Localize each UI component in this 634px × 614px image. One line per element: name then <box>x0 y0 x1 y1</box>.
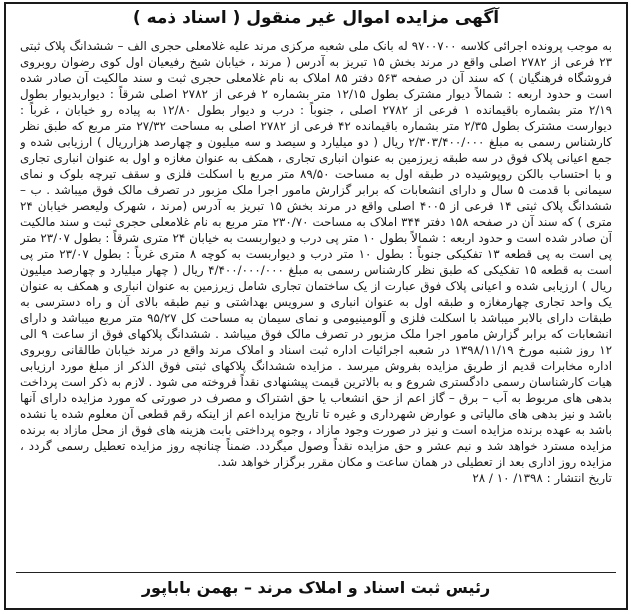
publish-date: تاریخ انتشار : ۱۳۹۸/ ۱۰ / ۲۸ <box>472 471 612 485</box>
signature-divider <box>16 572 616 573</box>
signature-line: رئیس ثبت اسناد و املاک مرند – بهمن باباپور <box>141 578 491 597</box>
notice-title: آگهی مزایده اموال غیر منقول ( اسناد ذمه ) <box>132 8 500 28</box>
notice-body <box>20 38 612 562</box>
notice-frame <box>4 2 628 610</box>
notice-body-paragraph: به موجب پرونده اجرائی کلاسه ۹۷۰۰۷۰۰ له بانک ملی شعبه مرکزی مرند علیه غلامعلی حجری الف – ششدانگ پلاک ثبتی ۲۳ فرعی از ۲۷۸۲ اصلی واقع در مرند بخش ۱۵ تبریز به آدرس ( مرند ، خیابان شیخ رفیعیان اول کوی رضوان روبروی فروشگاه فرهنگیان ) که سند آن در صفحه ۵۶۳ دفتر ۸۵ املاک به نام غلامعلی حجری ثبت و سند مالکیت آن صادر شده است و حدود اربعه : شمالاً دیوار مشترک بطول ۱۲/۱۵ متر بشماره ۲ فرعی از ۲۷۸۲ اصلی شرقاً : دیواربدیوار بطول ۲/۱۹ متر بشماره باقیمانده ۱ فرعی از ۲۷۸۲ اصلی ، جنوباً : درب و دیوار بطول ۱۲/۸۰ به پیاده رو خیابان ، غرباً : دیوارست مشترک بطول ۲/۳۵ متر بشماره باقیمانده ۴۲ فرعی از ۲۷۸۲ اصلی به مساحت ۲۷/۳۲ متر مربع که طبق نظر کارشناس رسمی به مبلغ ۲/۳۰۳/۴۰۰/۰۰۰ ریال ( دو میلیارد و سیصد و سه میلیون و چهارصد هزارریال ) ارزیابی شده و جمع اعیانی پلاک فوق در سه طبقه زیرزمین به عنوان انباری تجاری ، همکف به عنوان مغازه و اول به عنوان انباری تجاری و با احتساب بالکن روپوشیده در طبقه اول به مساحت ۸۹/۵۰ متر مربع با اسکلت فلزی و سقف تیرچه بلوک و نمای سیمانی با قدمت ۵ سال و دارای انشعابات که برابر گزارش مامور اجرا ملک مزبور در تصرف مالک فوق میباشد . ب – ششدانگ پلاک ثبتی ۱۴ فرعی از ۴۰۰۵ اصلی واقع در مرند بخش ۱۵ تبریز به آدرس (مرند ، شهرک ولیعصر خیابان ۲۴ متری ) که سند آن در صفحه ۱۵۸ دفتر ۳۴۴ املاک به مساحت ۲۳۰/۷۰ متر مربع به نام غلامعلی حجری ثبت و سند مالکیت آن صادر شده است و حدود اربعه : شمالاً بطول ۱۰ متر پی درب و دیواربست به خیابان ۲۴ متری شرقاً : بطول ۲۳/۰۷ متر پی است به پی قطعه ۱۳ تفکیکی جنوباً : بطول ۱۰ متر درب و دیواربست به کوچه ۸ متری غرباً : بطول ۲۳/۰۷ متر پی است به قطعه ۱۵ تفکیکی که طبق نظر کارشناس رسمی به مبلغ ۴/۴۰۰/۰۰۰/۰۰۰ ریال ( چهار میلیارد و چهارصد میلیون ریال ) ارزیابی شده و اعیانی پلاک فوق عبارت از یک ساختمان تجاری شامل زیرزمین به عنوان انباری و همکف به عنوان یک واحد تجاری چهارمغازه و طبقه اول به عنوان انباری و سرویس بهداشتی و نیم طبقه بالای آن و راه دسترسی به طبقات دارای بالابر میباشد با اسکلت فلزی و آلومینیومی و نمای سیمان به مساحت کل ۹۵/۲۷ متر مربع میباشد و دارای انشعابات که برابر گزارش مامور اجرا ملک مزبور در تصرف مالک فوق میباشد . ششدانگ پلاکهای فوق از ساعت ۹ الی ۱۲ روز شنبه مورخ ۱۳۹۸/۱۱/۱۹ در شعبه اجرائیات اداره ثبت اسناد و املاک مرند واقع در مرند خیابان طالقانی روبروی اداره مخابرات قدیم از طریق مزایده بفروش میرسد . مزایده ششدانگ پلاکهای ثبتی فوق الذکر از مبلغ مورد ارزیابی هیات کارشناسان رسمی دادگستری شروع و به بالاترین قیمت پیشنهادی نقداً فروخته می شود . لازم به ذکر است پرداخت بدهی های مربوط به آب – برق – گاز اعم از حق انشعاب یا حق اشتراک و مصرف در صورتی که مورد مزایده دارای آنها باشد و نیز بدهی های مالیاتی و عوارض شهرداری و غیره تا تاریخ مزایده اعم از اینکه رقم قطعی آن معلوم شده یا نشده باشد به عهده برنده مزایده است و نیز در صورت وجود مازاد ، وجوه پرداختی بابت هزینه های فوق از محل مازاد به برنده مزایده مسترد خواهد شد و نیم عشر و حق مزایده نقداً وصول میگردد. ضمناً چنانچه روز مزایده تعطیل رسمی گردد ، مزایده روز اداری بعد از تعطیلی در همان ساعت و مکان مقرر برگزار خواهد شد. <box>20 39 612 469</box>
